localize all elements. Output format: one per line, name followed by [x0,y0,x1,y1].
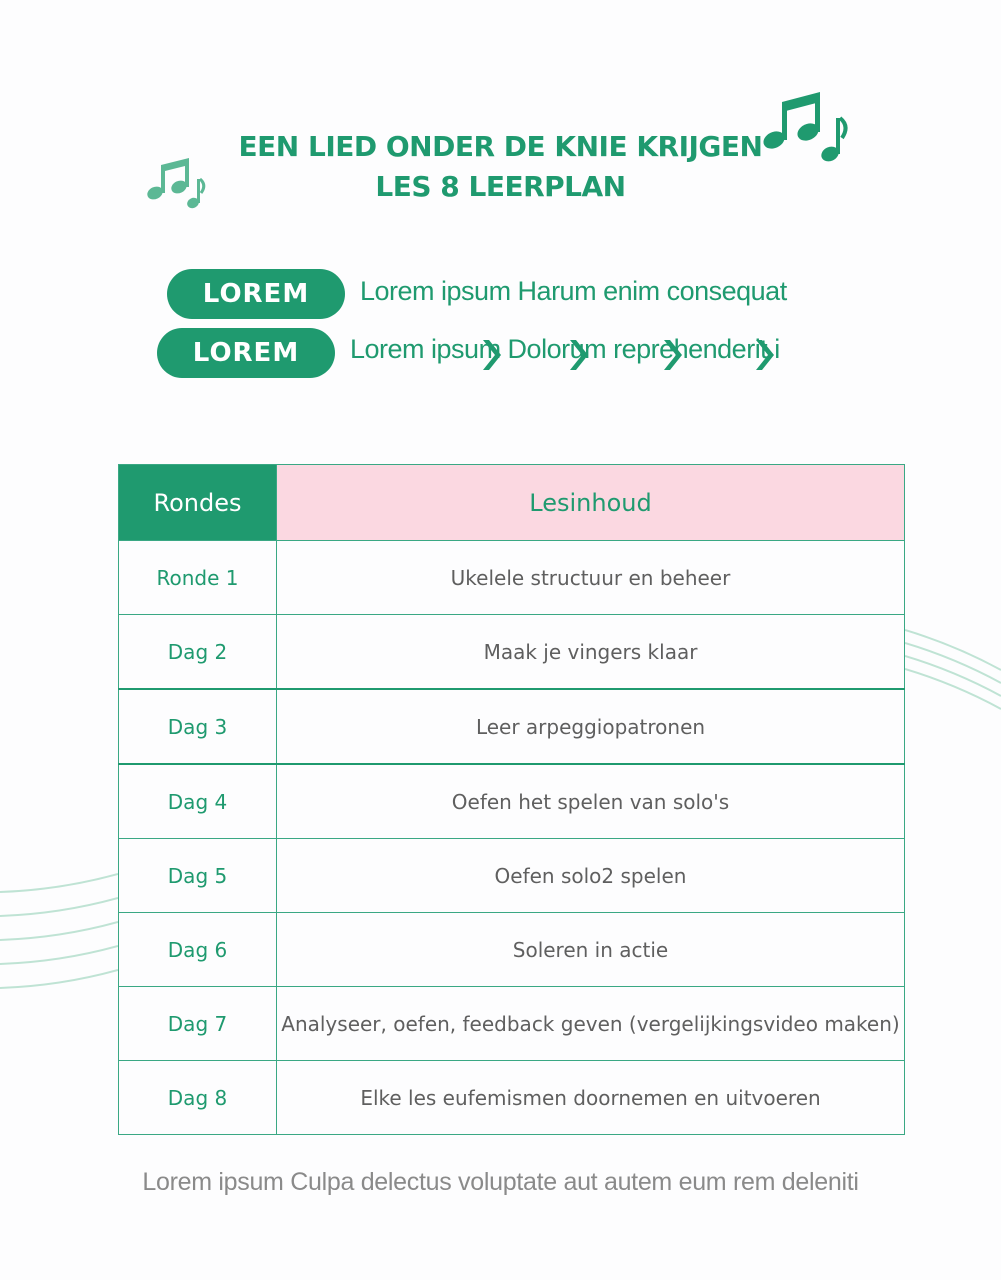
round-cell: Dag 8 [119,1061,277,1135]
tag-text-1: Lorem ipsum Harum enim consequat [360,276,787,306]
page-subtitle: LES 8 LEERPLAN [375,170,626,203]
chevron-right-icon [756,340,774,370]
table-row [119,615,905,690]
table-row [119,689,905,764]
tag-pill-2: LOREM [157,328,335,378]
table-row [119,987,905,1061]
column-header-content: Lesinhoud [277,465,905,541]
table-row [119,764,905,839]
content-cell: Maak je vingers klaar [277,615,905,690]
tag-pill-1: LOREM [167,269,345,319]
music-notes-small-icon [145,155,207,213]
chevron-right-icon [570,340,588,370]
content-cell: Analyseer, oefen, feedback geven (vergelijkingsvideo maken) [277,987,905,1061]
chevron-right-icon [483,340,501,370]
tag-text-2: Lorem ipsum Dolorum reprehenderit i [350,334,780,364]
table-row [119,541,905,615]
decorative-waves-right [905,625,1001,715]
round-cell: Ronde 1 [119,541,277,615]
content-cell: Ukelele structuur en beheer [277,541,905,615]
chevron-right-icon [664,340,682,370]
column-header-rounds: Rondes [119,465,277,541]
content-cell: Oefen het spelen van solo's [277,764,905,839]
content-cell: Leer arpeggiopatronen [277,689,905,764]
round-cell: Dag 6 [119,913,277,987]
page-title: EEN LIED ONDER DE KNIE KRIJGEN [238,130,763,163]
round-cell: Dag 7 [119,987,277,1061]
table-row [119,1061,905,1135]
round-cell: Dag 4 [119,764,277,839]
content-cell: Oefen solo2 spelen [277,839,905,913]
content-cell: Soleren in actie [277,913,905,987]
music-notes-icon [760,88,850,168]
content-cell: Elke les eufemismen doornemen en uitvoeren [277,1061,905,1135]
table-row [119,839,905,913]
footer-text: Lorem ipsum Culpa delectus voluptate aut autem eum rem deleniti [142,1168,859,1196]
round-cell: Dag 2 [119,615,277,690]
round-cell: Dag 3 [119,689,277,764]
lesson-schedule-table [118,464,905,1135]
round-cell: Dag 5 [119,839,277,913]
table-row [119,913,905,987]
decorative-waves-left [0,870,118,1000]
